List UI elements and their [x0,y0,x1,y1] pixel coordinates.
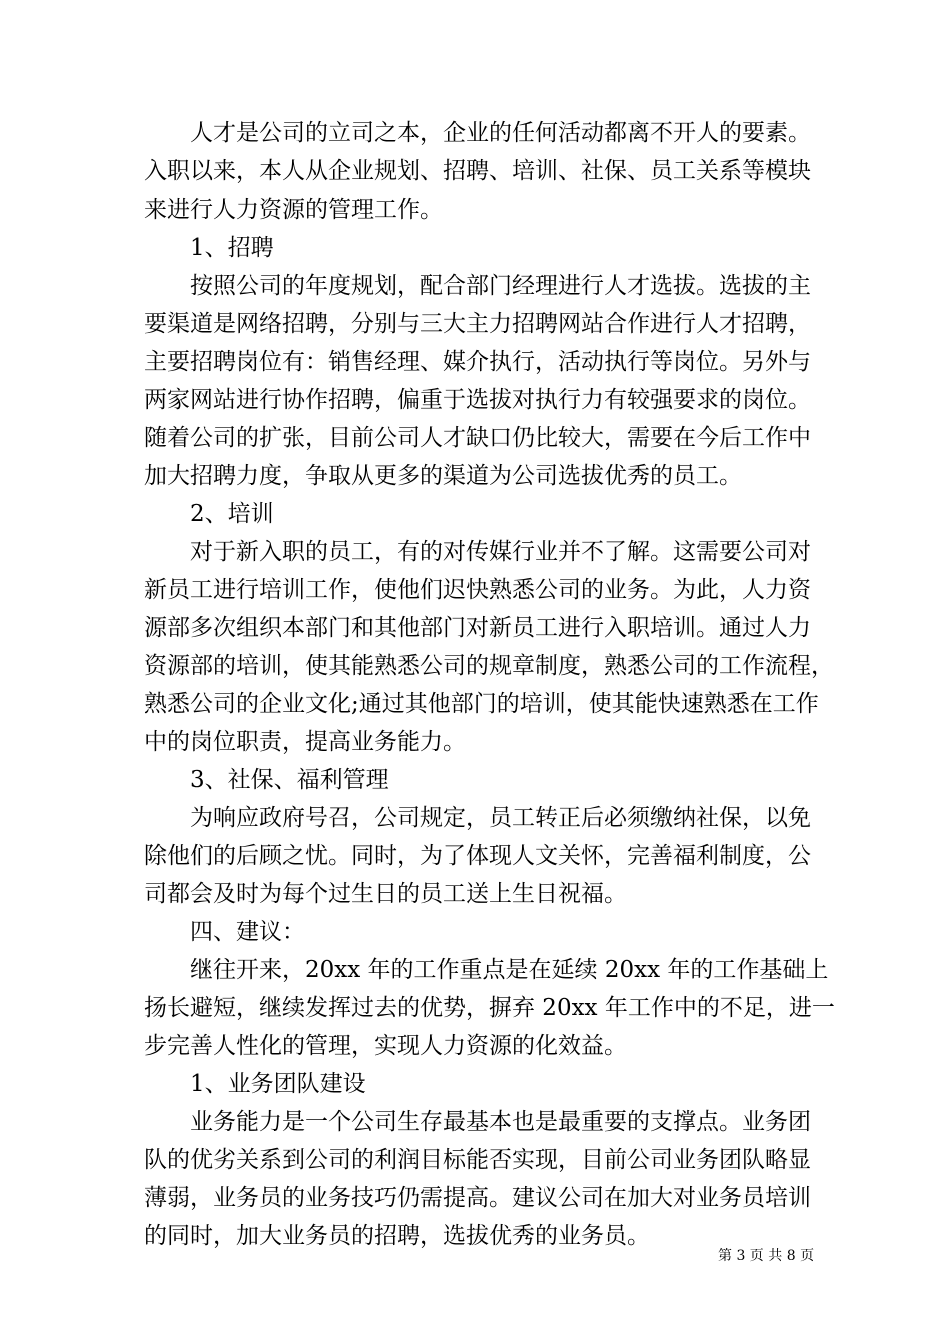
body-line: 继往开来，20xx 年的工作重点是在延续 20xx 年的工作基础上 [144,957,829,983]
body-line: 对于新入职的员工，有的对传媒行业并不了解。这需要公司对 [144,539,811,565]
section-heading: 1、招聘 [144,235,274,261]
body-line: 加大招聘力度，争取从更多的渠道为公司选拔优秀的员工。 [144,463,742,489]
section-heading: 四、建议： [144,919,305,945]
body-line: 随着公司的扩张，目前公司人才缺口仍比较大，需要在今后工作中 [144,425,811,451]
body-line: 两家网站进行协作招聘，偏重于选拔对执行力有较强要求的岗位。 [144,387,811,413]
body-line: 的同时，加大业务员的招聘，选拔优秀的业务员。 [144,1223,650,1249]
body-line: 来进行人力资源的管理工作。 [144,197,443,223]
body-line: 业务能力是一个公司生存最基本也是最重要的支撑点。业务团 [144,1109,811,1135]
body-line: 步完善人性化的管理，实现人力资源的化效益。 [144,1033,627,1059]
body-line: 资源部的培训，使其能熟悉公司的规章制度，熟悉公司的工作流程， [144,653,834,679]
section-heading: 1、业务团队建设 [144,1071,366,1097]
body-line: 队的优劣关系到公司的利润目标能否实现，目前公司业务团队略显 [144,1147,811,1173]
body-line: 薄弱，业务员的业务技巧仍需提高。建议公司在加大对业务员培训 [144,1185,811,1211]
body-line: 除他们的后顾之忧。同时，为了体现人文关怀，完善福利制度，公 [144,843,811,869]
body-line: 为响应政府号召，公司规定，员工转正后必须缴纳社保，以免 [144,805,811,831]
page-number-footer: 第 3 页 共 8 页 [718,1248,815,1264]
body-line: 中的岗位职责，提高业务能力。 [144,729,466,755]
body-line: 源部多次组织本部门和其他部门对新员工进行入职培训。通过人力 [144,615,811,641]
body-line: 司都会及时为每个过生日的员工送上生日祝福。 [144,881,627,907]
section-heading: 3、社保、福利管理 [144,767,389,793]
body-line: 人才是公司的立司之本，企业的任何活动都离不开人的要素。 [144,120,811,146]
body-line: 按照公司的年度规划，配合部门经理进行人才选拔。选拔的主 [144,273,811,299]
body-line: 新员工进行培训工作，使他们迟快熟悉公司的业务。为此，人力资 [144,577,811,603]
section-heading: 2、培训 [144,501,274,527]
body-line: 主要招聘岗位有：销售经理、媒介执行，活动执行等岗位。另外与 [144,349,811,375]
body-line: 入职以来，本人从企业规划、招聘、培训、社保、员工关系等模块 [144,158,811,184]
body-line: 要渠道是网络招聘，分别与三大主力招聘网站合作进行人才招聘， [144,311,811,337]
body-line: 扬长避短，继续发挥过去的优势，摒弃 20xx 年工作中的不足，进一 [144,995,835,1021]
body-line: 熟悉公司的企业文化;通过其他部门的培训，使其能快速熟悉在工作 [144,691,819,717]
